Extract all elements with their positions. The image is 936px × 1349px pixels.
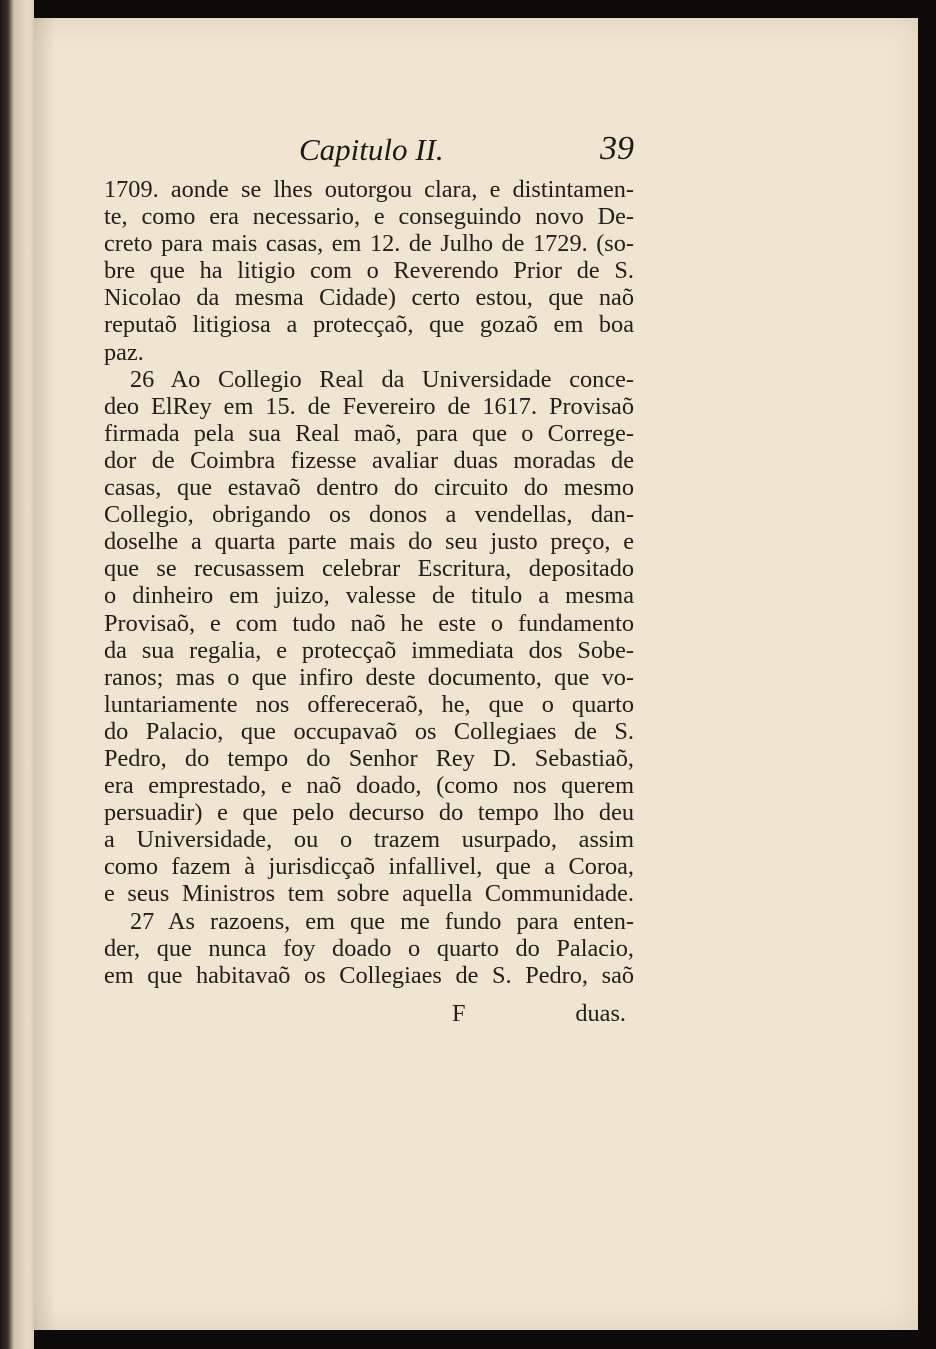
text-line: como fazem à jurisdicçaõ infallivel, que a Coroa, (104, 853, 634, 881)
text-line: casas, que estavaõ dentro do circuito do mesmo (104, 474, 634, 502)
text-line: a Universidade, ou o trazem usurpado, assim (104, 826, 634, 854)
running-title: Capitulo II. (299, 132, 444, 167)
page-footer (104, 1000, 634, 1030)
text-line: da sua regalia, e protecçaõ immediata dos Sobe- (104, 636, 634, 664)
text-line: doselhe a quarta parte mais do seu justo preço, e (104, 528, 634, 556)
text-line: reputaõ litigiosa a protecçaõ, que gozaõ em boa (104, 311, 634, 339)
text-line: firmada pela sua Real maõ, para que o Correge- (104, 419, 634, 447)
text-line: creto para mais casas, em 12. de Julho de 1729. (so- (104, 230, 634, 258)
text-line: em que habitavaõ os Collegiaes de S. Pedro, saõ (104, 961, 634, 989)
text-line: deo ElRey em 15. de Fevereiro de 1617. Provisaõ (104, 392, 634, 420)
text-line: der, que nunca foy doado o quarto do Palacio, (104, 934, 634, 962)
paragraph-26-start: 26 Ao Collegio Real da Universidade conce- (130, 365, 634, 393)
text-line: 1709. aonde se lhes outorgou clara, e distintamen- (104, 176, 634, 203)
text-line: te, como era necessario, e conseguindo novo De- (104, 203, 634, 231)
text-line: persuadir) e que pelo decurso do tempo lho deu (104, 799, 634, 827)
facing-page-edge (0, 0, 34, 1349)
text-line: Collegio, obrigando os donos a vendellas, dan- (104, 501, 634, 529)
catchword: duas. (575, 1000, 626, 1027)
signature-mark: F (452, 1000, 466, 1027)
text-line: do Palacio, que occupavaõ os Collegiaes de S. (104, 717, 634, 745)
text-line: luntariamente nos offereceraõ, he, que o quarto (104, 690, 634, 718)
text-line: que se recusassem celebrar Escritura, depositado (104, 555, 634, 583)
body-text (104, 176, 634, 989)
text-line: o dinheiro em juizo, valesse de titulo a mesma (104, 582, 634, 610)
text-line: ranos; mas o que infiro deste documento, que vo- (104, 663, 634, 691)
text-line: e seus Ministros tem sobre aquella Communidade. (104, 880, 634, 908)
text-line: bre que ha litigio com o Reverendo Prior de S. (104, 257, 634, 285)
text-line: Nicolao da mesma Cidade) certo estou, que naõ (104, 284, 634, 312)
text-line: dor de Coimbra fizesse avaliar duas moradas de (104, 446, 634, 474)
text-line: era emprestado, e naõ doado, (como nos querem (104, 772, 634, 800)
paragraph-27-start: 27 As razoens, em que me fundo para enten- (130, 907, 634, 935)
text-line: Provisaõ, e com tudo naõ he este o fundamento (104, 609, 634, 637)
text-line: Pedro, do tempo do Senhor Rey D. Sebastiaõ, (104, 744, 634, 772)
page-header (104, 130, 634, 180)
page-number: 39 (600, 130, 634, 167)
text-line: paz. (104, 338, 144, 366)
